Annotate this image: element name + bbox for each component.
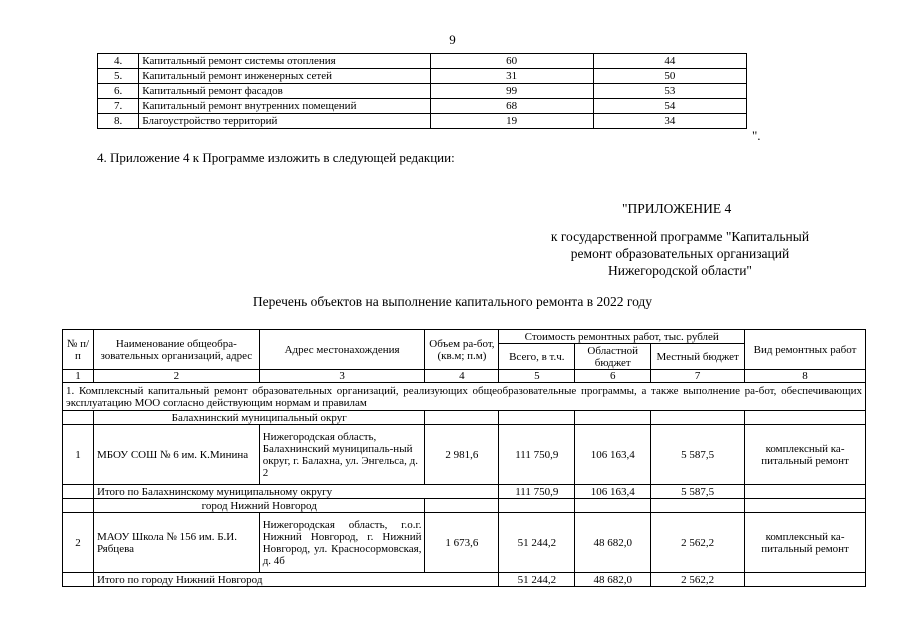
empty-cell [425, 499, 499, 513]
empty-cell [651, 411, 745, 425]
column-number: 3 [259, 370, 425, 383]
row-org: МАОУ Школа № 156 им. Б.И. Рябцева [93, 513, 259, 573]
header-cost-group: Стоимость ремонтных работ, тыс. рублей [499, 330, 745, 344]
row-work-type: комплексный ка-питальный ремонт [745, 425, 866, 485]
header-regional: Областной бюджет [575, 344, 651, 370]
column-number: 5 [499, 370, 575, 383]
row-org: МБОУ СОШ № 6 им. К.Минина [93, 425, 259, 485]
empty-cell [575, 499, 651, 513]
subtotal-row [63, 573, 866, 587]
table-row [63, 425, 866, 485]
row-local: 2 562,2 [651, 513, 745, 573]
row-address: Нижегородская область, Балахнинский муниципаль-ный округ, г. Балахна, ул. Энгельса, д. 2 [259, 425, 425, 485]
empty-cell [63, 573, 94, 587]
table-row [98, 54, 747, 69]
empty-cell [499, 411, 575, 425]
empty-cell [745, 573, 866, 587]
column-number: 1 [63, 370, 94, 383]
row-num: 1 [63, 425, 94, 485]
top-table-cell-name: Капитальный ремонт внутренних помещений [139, 99, 430, 114]
top-table-cell-a: 60 [430, 54, 593, 69]
top-table-cell-b: 34 [593, 114, 746, 129]
top-table-cell-name: Капитальный ремонт инженерных сетей [139, 69, 430, 84]
top-table-cell-b: 54 [593, 99, 746, 114]
table-row [98, 69, 747, 84]
column-numbers-row [63, 370, 866, 383]
table-row [98, 114, 747, 129]
page-number: 9 [449, 32, 456, 47]
subtotal-total: 111 750,9 [499, 485, 575, 499]
paragraph-4: 4. Приложение 4 к Программе изложить в следующей редакции: [97, 150, 455, 165]
row-work-type: комплексный ка-питальный ремонт [745, 513, 866, 573]
empty-cell [745, 499, 866, 513]
appendix-line-2: ремонт образовательных организаций [570, 246, 790, 261]
row-total: 111 750,9 [499, 425, 575, 485]
top-table-cell-name: Капитальный ремонт фасадов [139, 84, 430, 99]
top-table-cell-name: Капитальный ремонт системы отопления [139, 54, 430, 69]
district-2-spacer [63, 499, 94, 513]
top-table-cell-a: 68 [430, 99, 593, 114]
top-table-cell-a: 31 [430, 69, 593, 84]
appendix-line-1: к государственной программе "Капитальный [550, 229, 810, 244]
top-table-body [98, 54, 747, 129]
header-total: Всего, в т.ч. [499, 344, 575, 370]
district-1-name: Балахнинский муниципальный округ [93, 411, 425, 425]
district-2-name: город Нижний Новгород [93, 499, 425, 513]
appendix-title: "ПРИЛОЖЕНИЕ 4 [622, 201, 732, 216]
subtotal-total: 51 244,2 [499, 573, 575, 587]
empty-cell [745, 485, 866, 499]
top-table-cell-name: Благоустройство территорий [139, 114, 430, 129]
row-total: 51 244,2 [499, 513, 575, 573]
top-table [97, 53, 747, 129]
appendix-subtitle [530, 228, 830, 279]
top-table-cell-num: 5. [98, 69, 139, 84]
column-number: 6 [575, 370, 651, 383]
section-1-title: 1. Комплексный капитальный ремонт образовательных организаций, реализующих общеобразовательные программы, а также выполнение ра-бот, обеспечивающих эксплуатацию МОО согласно действующим нормам и правилам [63, 383, 866, 411]
row-regional: 48 682,0 [575, 513, 651, 573]
empty-cell [745, 411, 866, 425]
appendix-line-3: Нижегородской области" [608, 263, 752, 278]
top-table-cell-num: 6. [98, 84, 139, 99]
top-table-cell-b: 44 [593, 54, 746, 69]
row-regional: 106 163,4 [575, 425, 651, 485]
header-volume: Объем ра-бот, (кв.м; п.м) [425, 330, 499, 370]
list-title: Перечень объектов на выполнение капитального ремонта в 2022 году [252, 294, 653, 309]
top-table-cell-a: 19 [430, 114, 593, 129]
subtotal-local: 2 562,2 [651, 573, 745, 587]
header-local: Местный бюджет [651, 344, 745, 370]
table-row [98, 99, 747, 114]
column-number: 4 [425, 370, 499, 383]
header-work-type: Вид ремонтных работ [745, 330, 866, 370]
header-num: № п/п [63, 330, 94, 370]
top-table-cell-num: 4. [98, 54, 139, 69]
empty-cell [425, 411, 499, 425]
empty-cell [651, 499, 745, 513]
row-volume: 1 673,6 [425, 513, 499, 573]
header-org-name: Наименование общеобра-зовательных организаций, адрес [93, 330, 259, 370]
subtotal-regional: 106 163,4 [575, 485, 651, 499]
closing-quote: ". [752, 128, 761, 143]
objects-table [62, 329, 866, 587]
top-table-cell-num: 8. [98, 114, 139, 129]
subtotal-label: Итого по Балахнинскому муниципальному округу [93, 485, 498, 499]
subtotal-local: 5 587,5 [651, 485, 745, 499]
top-table-cell-b: 50 [593, 69, 746, 84]
district-1-spacer [63, 411, 94, 425]
empty-cell [63, 485, 94, 499]
subtotal-row [63, 485, 866, 499]
header-address: Адрес местонахождения [259, 330, 425, 370]
column-number: 2 [93, 370, 259, 383]
column-number: 8 [745, 370, 866, 383]
empty-cell [499, 499, 575, 513]
row-volume: 2 981,6 [425, 425, 499, 485]
row-address: Нижегородская область, г.о.г. Нижний Новгород, г. Нижний Новгород, ул. Красносормовская, д. 4б [259, 513, 425, 573]
row-local: 5 587,5 [651, 425, 745, 485]
table-row [98, 84, 747, 99]
subtotal-label: Итого по городу Нижний Новгород [93, 573, 498, 587]
top-table-cell-a: 99 [430, 84, 593, 99]
table-row [63, 513, 866, 573]
column-number: 7 [651, 370, 745, 383]
top-table-cell-num: 7. [98, 99, 139, 114]
subtotal-regional: 48 682,0 [575, 573, 651, 587]
empty-cell [575, 411, 651, 425]
top-table-cell-b: 53 [593, 84, 746, 99]
row-num: 2 [63, 513, 94, 573]
